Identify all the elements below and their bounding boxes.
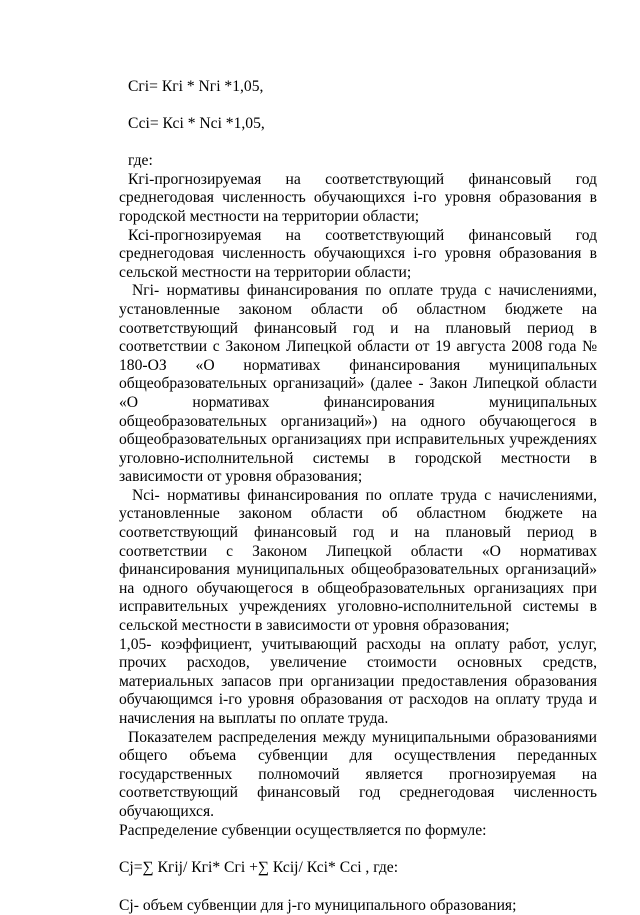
formula-rural: Ссi= Ксi * Nсi *1,05,: [128, 114, 265, 132]
document-body: [119, 78, 597, 915]
definition-ksi: Ксi-прогнозируемая на соответствующий финансовый год среднегодовая численность обучающихся i-го уровня образования в сельской местности на территории области;: [119, 226, 597, 281]
formula-city: Сгi= Кгi * Nгi *1,05,: [128, 78, 264, 95]
formula-distribution: Сj=∑ Кгij/ Кгi* Сгi +∑ Ксij/ Ксi* Ссi , где:: [119, 859, 399, 877]
definition-cj: Сj- объем субвенции для j-го муниципального образования;: [119, 896, 517, 914]
definition-nsi: Nсi- нормативы финансирования по оплате труда с начислениями, установленные законом области об областном бюджете на соответствующий финансовый год и на плановый период в соответствии с Законом Липецкой области «О нормативах финансирования муниципальных общеобразовательных организаций» на одного обучающегося в общеобразовательных организациях при исправительных учреждениях уголовно-исполнительной системы в сельской местности в зависимости от уровня образования;: [119, 486, 597, 635]
where-label: где:: [128, 152, 153, 170]
definition-kgi: Кгi-прогнозируемая на соответствующий финансовый год среднегодовая численность обучающихся i-го уровня образования в городской местности на территории области;: [119, 170, 597, 225]
indicator-paragraph: Показателем распределения между муниципальными образованиями общего объема субвенции для осуществления переданных государственных полномочий является прогнозируемая на соответствующий финансовый год среднегодовая численность обучающихся.: [119, 728, 597, 820]
distribution-paragraph: Распределение субвенции осуществляется по формуле:: [119, 821, 487, 839]
definition-ngi: Nгi- нормативы финансирования по оплате труда с начислениями, установленные законом области об областном бюджете на соответствующий финансовый год и на плановый период в соответствии с Законом Липецкой области от 19 августа 2008 года № 180-ОЗ «О нормативах финансирования муниципальных общеобразовательных организаций» (далее - Закон Липецкой области «О нормативах финансирования муниципальных общеобразовательных организаций») на одного обучающегося в общеобразовательных организациях при исправительных учреждениях уголовно-исполнительной системы в городской местности в зависимости от уровня образования;: [119, 282, 597, 486]
definition-coefficient: 1,05- коэффициент, учитывающий расходы на оплату работ, услуг, прочих расходов, увеличение стоимости основных средств, материальных запасов при организации предоставления образования обучающимся i-го уровня образования от расходов на оплату труда и начисления на выплаты по оплате труда.: [119, 635, 597, 727]
